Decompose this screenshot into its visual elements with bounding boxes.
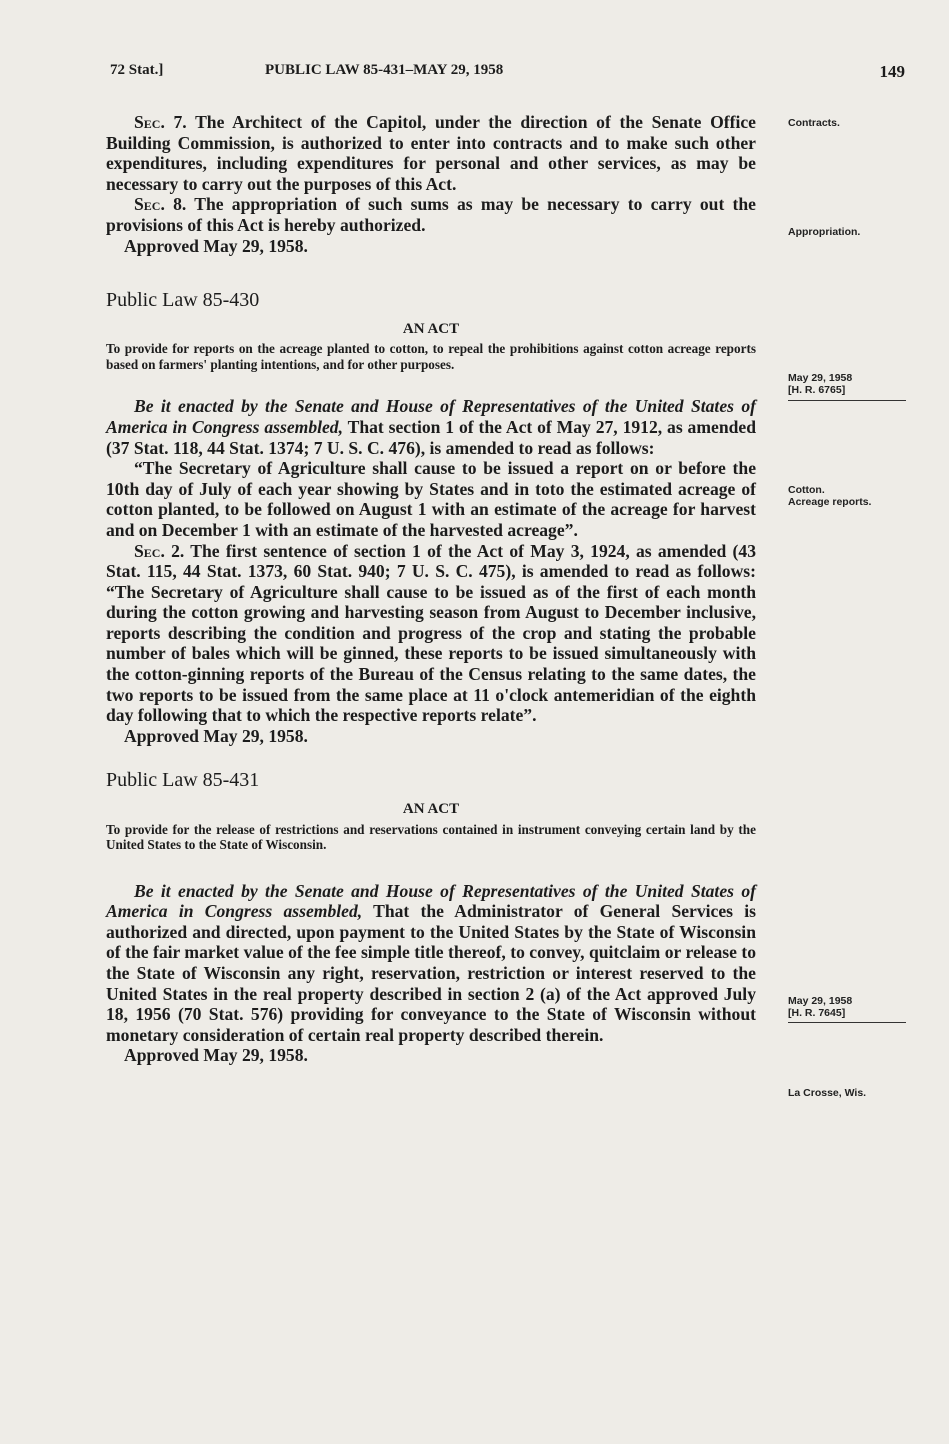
cotton-note: Cotton. <box>788 484 825 496</box>
pl431-bill: [H. R. 7645] <box>788 1007 846 1019</box>
section-2: Sec. 2. The first sentence of section 1 of the Act of May 3, 1924, as amended (43 Stat. 115, 44 Stat. 1373, 60 Stat. 940; 7 U. S. C. 475), is amended to read as follows: “The Secretary of Agriculture shall cause to be issued as of the first of each month during the cotton growing and harvesting season from August to December inclusive, reports describing the condition and progress of the crop and stating the probable number of bales which will be ginned, these reports to be issued simultaneously with the cotton-ginning reports of the Bureau of the Census relating to the same dates, the two reports to be issued from the same place at 11 o'clock antemeridian of the eighth day following that to which the respective reports relate”. <box>106 540 756 726</box>
header-title: PUBLIC LAW 85-431–MAY 29, 1958 <box>265 62 504 78</box>
enacting-clause: Be it enacted by the Senate and House of Representatives of the United States of America in Congress assembled, That section 1 of the Act of May 27, 1912, as amended (37 Stat. 118, 44 Stat. 1374; 7 U. S. C. 476), is amended to read as follows: <box>106 396 756 458</box>
public-law-title: Public Law 85-430 <box>106 289 260 312</box>
approval-line: Approved May 29, 1958. <box>124 235 308 256</box>
margin-rule <box>788 1022 906 1023</box>
page-number: 149 <box>879 62 905 81</box>
pl430-bill: [H. R. 6765] <box>788 384 846 396</box>
act-heading: AN ACT <box>402 801 460 818</box>
approval-line: Approved May 29, 1958. <box>124 1045 308 1066</box>
margin-note-appropriation: Appropriation. <box>788 226 861 238</box>
document-body <box>106 112 756 1066</box>
section-7: Sec. 7. The Architect of the Capitol, under the direction of the Senate Office Building Commission, is authorized to enter into contracts and to make such other expenditures, including expenditures for personal and other services, as may be necessary to carry out the purposes of this Act. <box>106 112 756 194</box>
acreage-note: Acreage reports. <box>788 496 872 508</box>
enacting-clause: Be it enacted by the Senate and House of Representatives of the United States of America in Congress assembled, That the Administrator of General Services is authorized and directed, upon payment to the United States by the State of Wisconsin of the fair market value of the fee simple title thereof, to convey, quitclaim or release to the State of Wisconsin any right, reservation, restriction or interest reserved to the United States in the real property described in section 2 (a) of the Act approved July 18, 1956 (70 Stat. 576) providing for conveyance to the State of Wisconsin without monetary consideration of certain real property described therein. <box>106 880 756 1045</box>
act-heading: AN ACT <box>402 320 460 337</box>
quoted-provision: “The Secretary of Agriculture shall cause to be issued a report on or before the 10th day of July of each year showing by States and in toto the estimated acreage of cotton planted, to be followed on August 1 with an estimate of the acreage for harvest and on December 1 with an estimate of the harvested acreage”. <box>106 458 756 540</box>
margin-note-contracts: Contracts. <box>788 117 840 129</box>
pl431-date: May 29, 1958 <box>788 995 853 1007</box>
public-law-title: Public Law 85-431 <box>106 769 260 792</box>
pl430-date: May 29, 1958 <box>788 372 853 384</box>
section-8: Sec. 8. The appropriation of such sums as may be necessary to carry out the provisions of this Act is hereby authorized. <box>106 194 756 235</box>
act-purpose: To provide for reports on the acreage planted to cotton, to repeal the prohibitions against cotton acreage reports based on farmers' planting intentions, and for other purposes. <box>106 341 756 372</box>
approval-line: Approved May 29, 1958. <box>124 725 308 746</box>
header-stat: 72 Stat.] <box>110 62 164 78</box>
running-header <box>110 62 905 88</box>
margin-note-pl431-date <box>788 995 928 1019</box>
margin-rule <box>788 400 906 401</box>
margin-note-pl430-date <box>788 372 928 396</box>
margin-note-lacrosse: La Crosse, Wis. <box>788 1087 867 1099</box>
act-purpose: To provide for the release of restrictions and reservations contained in instrument conveying certain land by the United States to the State of Wisconsin. <box>106 821 756 853</box>
margin-note-cotton <box>788 484 928 508</box>
